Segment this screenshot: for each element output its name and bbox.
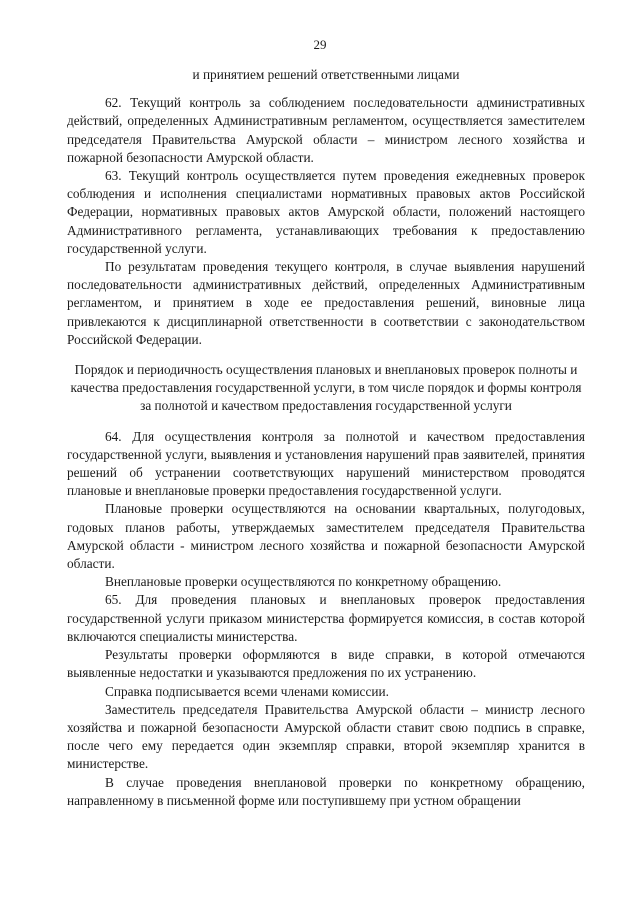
paragraph: 65. Для проведения плановых и внеплановых проверок предоставления государственной услуги приказом министерства формируется комиссия, в состав которой включаются специалисты министерства. bbox=[67, 592, 585, 644]
paragraph: Результаты проверки оформляются в виде справки, в которой отмечаются выявленные недостатки и указываются предложения по их устранению. bbox=[67, 647, 585, 681]
paragraph: 62. Текущий контроль за соблюдением последовательности административных действий, определенных Административным регламентом, осуществляется заместителем председателя Правительства Амурской области – министром лесного хозяйства и пожарной безопасности Амурской области. bbox=[67, 95, 585, 165]
paragraph: 64. Для осуществления контроля за полнотой и качеством предоставления государственной услуги, выявления и установления нарушений прав заявителей, принятия решений об устранении соответствующих нарушений министерством проводятся плановые и внеплановые проверки предоставления государственной услуги. bbox=[67, 428, 585, 499]
paragraph: Справка подписывается всеми членами комиссии. bbox=[105, 683, 389, 699]
paragraph: 63. Текущий контроль осуществляется путем проведения ежедневных проверок соблюдения и исполнения специалистами нормативных правовых актов Российской Федерации, нормативных правовых актов Амурской области, положений настоящего Административного регламента, устанавливающих требования к предоставлению государственной услуги. bbox=[67, 168, 585, 256]
paragraph: Внеплановые проверки осуществляются по конкретному обращению. bbox=[105, 574, 502, 590]
paragraph: Плановые проверки осуществляются на основании квартальных, полугодовых, годовых планов работы, утверждаемых заместителем председателя Правительства Амурской области - министром лесного хозяйства и пожарной безопасности Амурской области. bbox=[67, 501, 585, 572]
section-heading: Порядок и периодичность осуществления плановых и внеплановых проверок полноты и качества предоставления государственной услуги, в том числе порядок и формы контроля за полнотой и качеством предоставления государственной услуги bbox=[70, 362, 582, 414]
paragraph: Заместитель председателя Правительства Амурской области – министр лесного хозяйства и пожарной безопасности Амурской области ставит свою подпись в справке, после чего ему передается один экземпляр справки, второй экземпляр хранится в министерстве. bbox=[67, 701, 585, 772]
section-title-continuation: и принятием решений ответственными лицами bbox=[192, 67, 460, 82]
document-body bbox=[67, 66, 585, 810]
page-number: 29 bbox=[313, 37, 327, 52]
paragraph: В случае проведения внеплановой проверки по конкретному обращению, направленному в письменной форме или поступившему при устном обращении bbox=[67, 774, 585, 808]
paragraph: По результатам проведения текущего контроля, в случае выявления нарушений последовательности административных действий, определенных Административным регламентом, и принятием в ходе ее предоставления решений, виновные лица привлекаются к дисциплинарной ответственности в соответствии с законодательством Российской Федерации. bbox=[67, 259, 585, 347]
